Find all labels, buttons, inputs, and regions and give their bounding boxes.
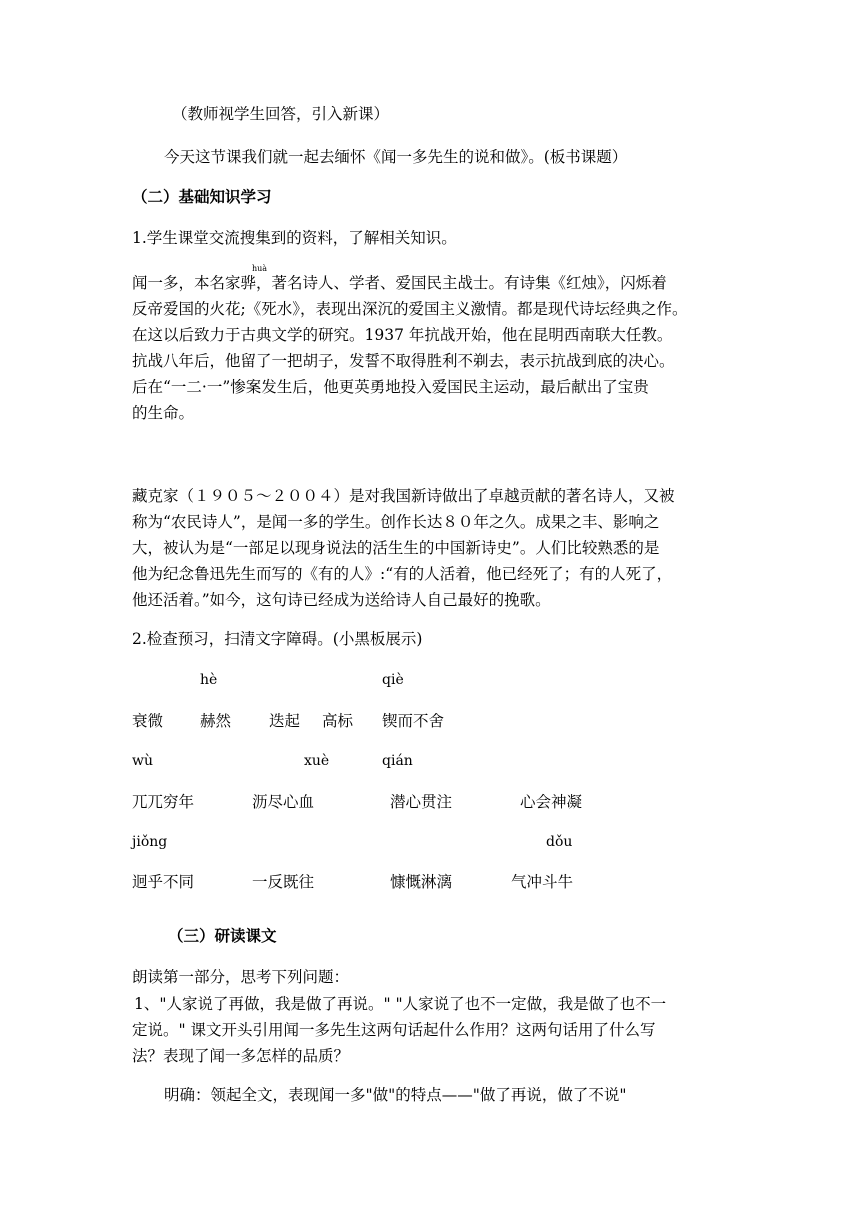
vocab-word: 锲而不舍 [382, 712, 445, 730]
pinyin-xue: xuè [304, 753, 330, 769]
pinyin-qie: qiè [382, 672, 404, 688]
zang-paragraph-line-4: 他为纪念鲁迅先生而写的《有的人》:“有的人活着，他已经死了；有的人死了， [132, 565, 673, 583]
zang-paragraph-line-3: 大，被认为是“一部足以现身说法的活生生的中国新诗史”。人们比较熟悉的是 [132, 539, 660, 557]
read-prompt: 朗读第一部分，思考下列问题： [132, 968, 350, 986]
vocab-word: 赫然 [200, 712, 232, 730]
zang-paragraph-line-2: 称为“农民诗人”，是闻一多的学生。创作长达８０年之久。成果之丰、影响之 [132, 513, 660, 531]
wen-paragraph-line-3: 在这以后致力于古典文学的研究。1937 年抗战开始，他在昆明西南联大任教。 [132, 326, 673, 344]
wen-paragraph-line-1: 闻一多，本名家骅，著名诗人、学者、爱国民主战士。有诗集《红烛》，闪烁着 [132, 274, 667, 292]
vocab-word: 潜心贯注 [390, 793, 453, 811]
intro-line-1: （教师视学生回答，引入新课） [172, 105, 390, 123]
answer-1: 明确：领起全文，表现闻一多"做"的特点——"做了再说，做了不说" [164, 1086, 627, 1104]
question-1-line-3: 法？表现了闻一多怎样的品质？ [132, 1047, 350, 1065]
section-heading-basic-knowledge: （二）基础知识学习 [132, 187, 272, 206]
wen-paragraph-line-5: 后在“一二·一”惨案发生后，他更英勇地投入爱国民主运动，最后献出了宝贵 [132, 378, 649, 396]
zang-paragraph-line-5: 他还活着。”如今，这句诗已经成为送给诗人自己最好的挽歌。 [132, 591, 551, 609]
zang-paragraph-line-1: 藏克家（１９０５～２００４）是对我国新诗做出了卓越贡献的著名诗人，又被 [132, 487, 675, 505]
wen-paragraph-line-6: 的生命。 [132, 404, 195, 422]
vocab-word: 慷慨淋漓 [390, 873, 453, 891]
vocab-word: 一反既往 [252, 873, 315, 891]
intro-line-2: 今天这节课我们就一起去缅怀《闻一多先生的说和做》。(板书课题） [164, 148, 628, 166]
vocab-word: 气冲斗牛 [511, 873, 574, 891]
question-1-line-1: 1、"人家说了再做，我是做了再说。" "人家说了也不一定做，我是做了也不一 [134, 995, 667, 1013]
vocab-word: 高标 [322, 712, 354, 730]
vocab-word: 沥尽心血 [252, 793, 315, 811]
section-heading-text-study: （三）研读课文 [168, 926, 277, 945]
vocab-word: 心会神凝 [520, 793, 583, 811]
item-2-text: 2.检查预习，扫清文字障碍。(小黑板展示) [132, 630, 423, 648]
pinyin-he: hè [200, 672, 218, 688]
item-1-text: 1.学生课堂交流搜集到的资料，了解相关知识。 [132, 229, 457, 247]
pinyin-dou: dǒu [546, 834, 573, 850]
pinyin-qian: qián [382, 753, 413, 769]
pinyin-wu: wù [132, 753, 153, 769]
wen-paragraph-line-2: 反帝爱国的火花;《死水》，表现出深沉的爱国主义激情。都是现代诗坛经典之作。 [132, 300, 688, 318]
vocab-word: 迭起 [269, 712, 301, 730]
pinyin-jiong: jiǒng [132, 834, 168, 850]
vocab-word: 衰微 [132, 712, 164, 730]
vocab-word: 迥乎不同 [132, 873, 195, 891]
vocab-word: 兀兀穷年 [132, 793, 195, 811]
ruby-annotation: huà [252, 264, 268, 273]
wen-paragraph-line-4: 抗战八年后，他留了一把胡子，发誓不取得胜利不剃去，表示抗战到底的决心。 [132, 352, 675, 370]
question-1-line-2: 定说。" 课文开头引用闻一多先生这两句话起什么作用？这两句话用了什么写 [132, 1021, 656, 1039]
